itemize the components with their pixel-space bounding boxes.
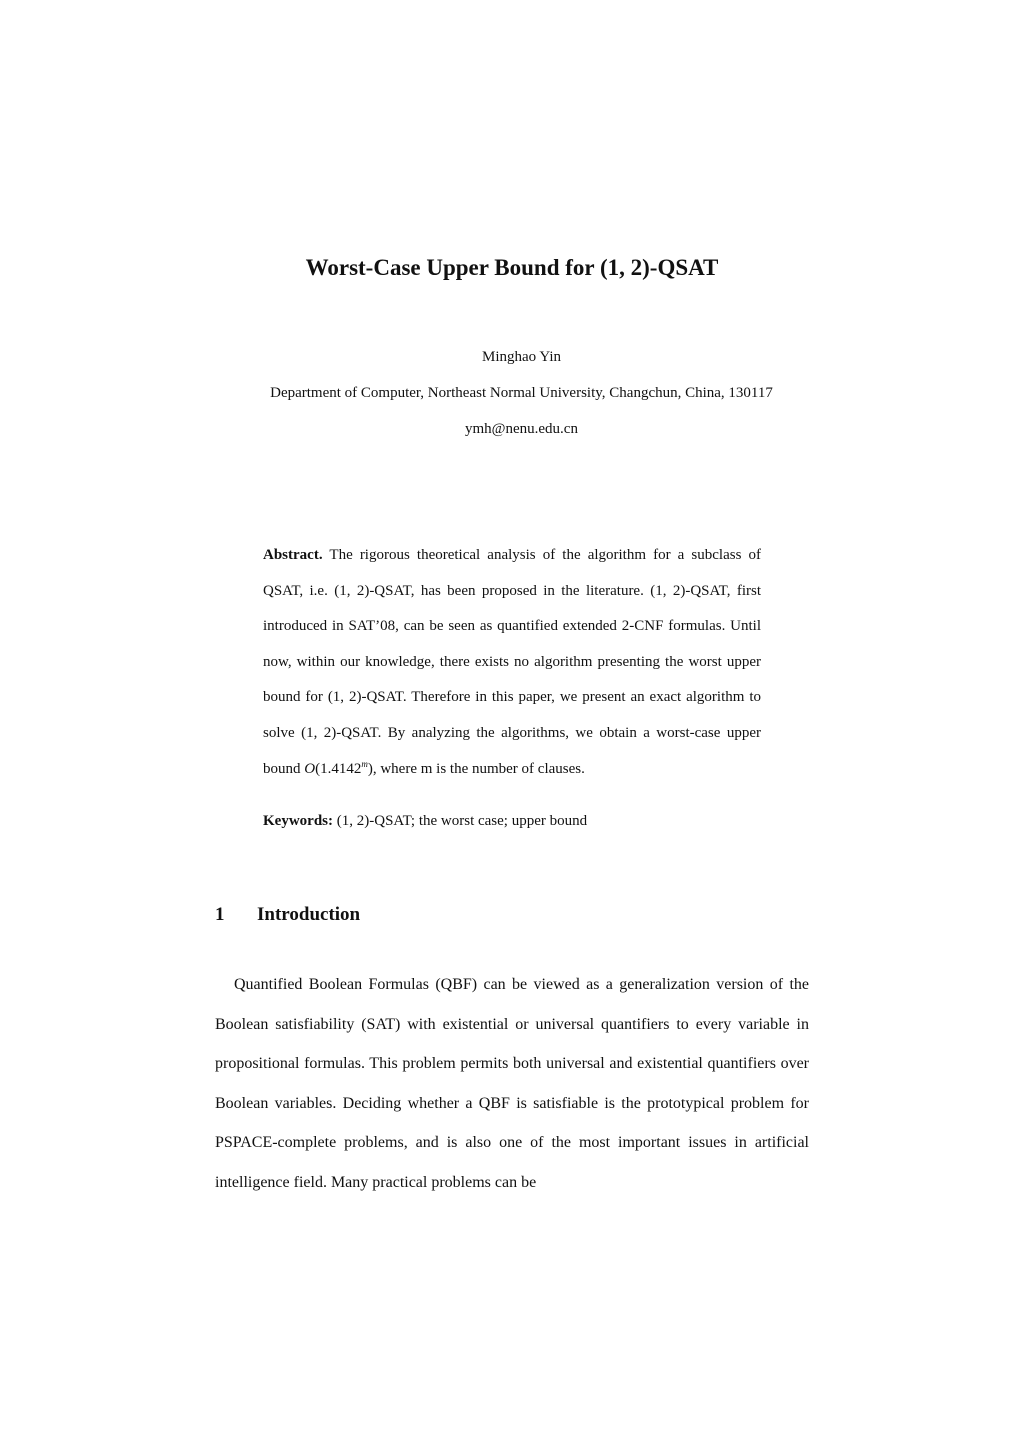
- big-o-symbol: O: [304, 760, 316, 777]
- section-heading-introduction: [215, 902, 360, 928]
- abstract-label: Abstract.: [263, 547, 323, 563]
- keywords: [263, 810, 761, 832]
- author-affiliation: Department of Computer, Northeast Normal University, Changchun, China, 130117: [270, 385, 773, 401]
- author-name: Minghao Yin: [481, 349, 562, 365]
- keywords-text: (1, 2)-QSAT; the worst case; upper bound: [333, 813, 588, 829]
- bound-exponent: m: [361, 758, 368, 769]
- section-number: 1: [215, 904, 225, 925]
- paper-title: Worst-Case Upper Bound for (1, 2)-QSAT: [305, 255, 719, 280]
- abstract-text: The rigorous theoretical analysis of the algorithm for a subclass of QSAT, i.e. (1, 2)-QSAT, has been proposed in the literature. (1, 2)-QSAT, first introduced in SAT’08, can be seen as quantified extended 2-CNF formulas. Until now, within our knowledge, there exists no algorithm presenting the worst upper bound for (1, 2)-QSAT. Therefore in this paper, we present an exact algorithm to solve (1, 2)-QSAT. By analyzing the algorithms, we obtain a worst-case upper bound: [263, 547, 762, 777]
- section-title: Introduction: [257, 904, 361, 925]
- abstract: [263, 538, 761, 787]
- abstract-text-end: ), where m is the number of clauses.: [367, 760, 585, 777]
- keywords-label: Keywords:: [263, 813, 333, 829]
- bound-base: (1.4142: [315, 760, 362, 777]
- introduction-paragraph: Quantified Boolean Formulas (QBF) can be viewed as a generalization version of the Boolean satisfiability (SAT) with existential or universal quantifiers to every variable in propositional formulas. This problem permits both universal and existential quantifiers over Boolean variables. Deciding whether a QBF is satisfiable is the prototypical problem for PSPACE-complete problems, and is also one of the most important issues in artificial intelligence field. Many practical problems can be: [215, 976, 809, 1191]
- author-email: ymh@nenu.edu.cn: [465, 421, 578, 437]
